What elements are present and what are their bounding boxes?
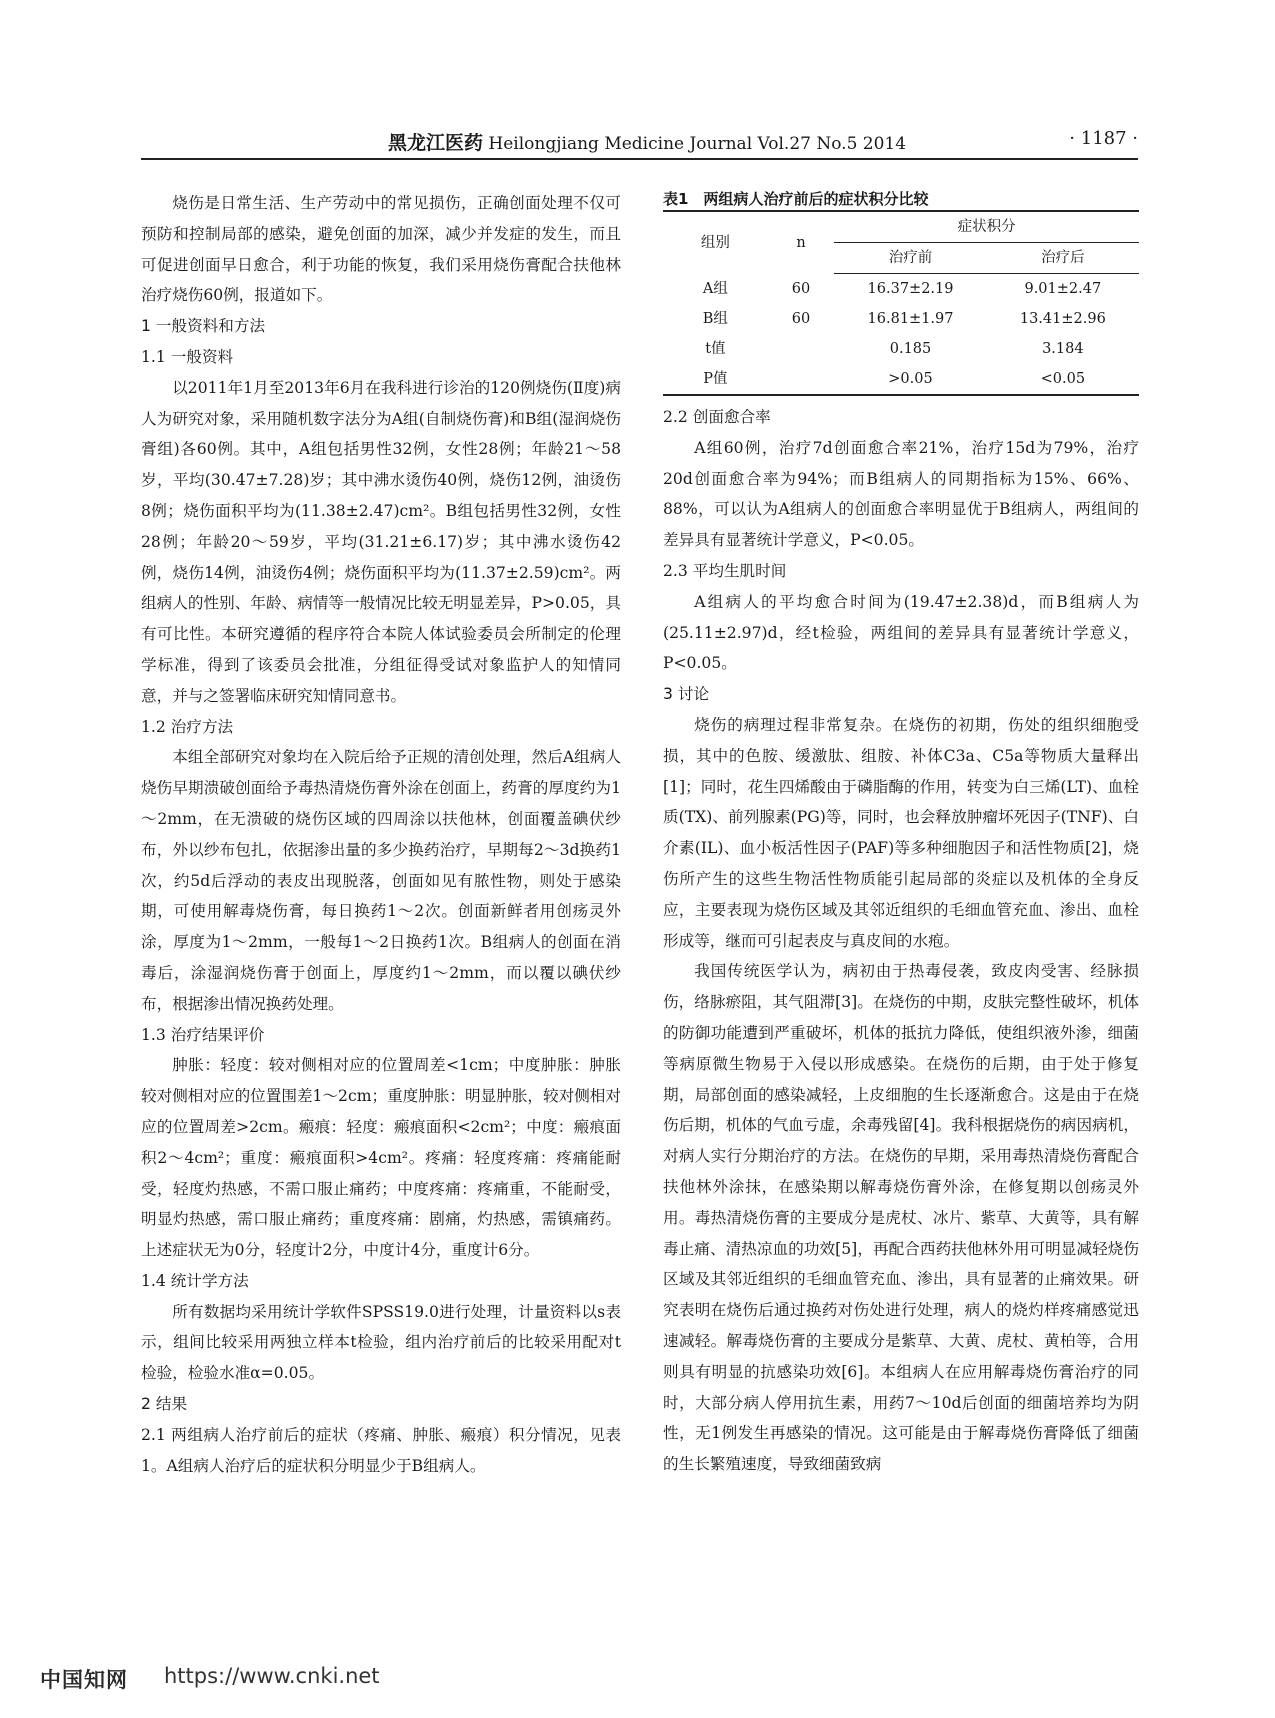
symptom-score-table — [663, 210, 1139, 396]
cnki-logo: 中国知网 — [40, 1668, 128, 1692]
table-row — [663, 364, 1139, 395]
journal-title-en: Heilongjiang Medicine Journal Vol.27 No.5 2014 — [488, 134, 907, 154]
table-cell-after: 3.184 — [1042, 341, 1084, 357]
table-cell-before: 0.185 — [889, 341, 932, 357]
treatment-paragraph: 本组全部研究对象均在入院后给予正规的清创处理，然后A组病人烧伤早期溃破创面给予毒热清烧伤膏外涂在创面上，药膏的厚度约为1～2mm，在无溃破的烧伤区域的四周涂以扶他林，创面覆盖碘伏纱布，外以纱布包扎，依据渗出量的多少换药治疗，早期每2～3d换药1次，约5d后浮动的表皮出现脱落，创面如见有脓性物，则处于感染期，可使用解毒烧伤膏，每日换药1～2次。创面新鲜者用创疡灵外涂，厚度为1～2mm，一般每1～2日换药1次。B组病人的创面在消毒后，涂湿润烧伤膏于创面上，厚度约1～2mm，而以覆以碘伏纱布，根据渗出情况换药处理。 — [141, 748, 621, 1013]
table-cell-n — [768, 364, 835, 395]
table-cell-group: P值 — [703, 371, 728, 387]
section-heading-1-4: 1.4 统计学方法 — [141, 1271, 249, 1290]
healing-time-paragraph: A组病人的平均愈合时间为(19.47±2.38)d，而B组病人为(25.11±2.97)d，经t检验，两组间的差异具有显著统计学意义，P<0.05。 — [663, 592, 1139, 673]
section-heading-1: 1 一般资料和方法 — [141, 317, 266, 336]
discussion-paragraph-2: 我国传统医学认为，病初由于热毒侵袭，致皮肉受害、经脉损伤，络脉瘀阻，其气阻滞[3]。在烧伤的中期，皮肤完整性破坏，机体的防御功能遭到严重破坏，机体的抵抗力降低，使组织液外渗，细菌等病原微生物易于入侵以形成感染。在烧伤的后期，由于处于修复期，局部创面的感染减轻，上皮细胞的生长逐渐愈合。这是由于在烧伤后期，机体的气血亏虚，余毒残留[4]。我科根据烧伤的病因病机，对病人实行分期治疗的方法。在烧伤的早期，采用毒热清烧伤膏配合扶他林外涂抹，在感染期以解毒烧伤膏外涂，在修复期以创疡灵外用。毒热清烧伤膏的主要成分是虎杖、冰片、紫草、大黄等，具有解毒止痛、清热凉血的功效[5]，再配合西药扶他林外用可明显减轻烧伤区域及其邻近组织的毛细血管充血、渗出，具有显著的止痛效果。研究表明在烧伤后通过换药对伤处进行处理，病人的烧灼样疼痛感觉迅速减轻。解毒烧伤膏的主要成分是紫草、大黄、虎杖、黄柏等，合用则具有明显的抗感染功效[6]。本组病人在应用解毒烧伤膏治疗的同时，大部分病人停用抗生素，用药7～10d后创面的细菌培养均为阴性，无1例发生再感染的情况。这可能是由于解毒烧伤膏降低了细菌的生长繁殖速度，导致细菌致病 — [663, 962, 1139, 1474]
discussion-paragraph-1: 烧伤的病理过程非常复杂。在烧伤的初期，伤处的组织细胞受损，其中的色胺、缓激肽、组胺、补体C3a、C5a等物质大量释出[1]；同时，花生四烯酸由于磷脂酶的作用，转变为白三烯(LT)、血栓质(TX)、前列腺素(PG)等，同时，也会释放肿瘤坏死因子(TNF)、白介素(IL)、血小板活性因子(PAF)等多种细胞因子和活性物质[2]，烧伤所产生的这些生物活性物质能引起局部的炎症以及机体的全身反应，主要表现为烧伤区域及其邻近组织的毛细血管充血、渗出、血栓形成等，继而可引起表皮与真皮间的水疱。 — [663, 715, 1139, 950]
table-title: 表1 两组病人治疗前后的症状积分比较 — [663, 190, 929, 208]
table-row — [663, 274, 1139, 305]
left-column — [141, 188, 621, 1481]
table-cell-group: B组 — [702, 311, 728, 327]
page-number: · 1187 · — [1069, 128, 1138, 149]
statistics-paragraph: 所有数据均采用统计学软件SPSS19.0进行处理，计量资料以s表示，组间比较采用两独立样本t检验，组内治疗前后的比较采用配对t检验，检验水准α=0.05。 — [141, 1302, 621, 1383]
table-header-after: 治疗后 — [987, 243, 1139, 274]
table-cell-group: A组 — [702, 280, 728, 297]
table-header-n: n — [796, 234, 806, 251]
journal-title — [388, 128, 906, 155]
table-cell-n: 60 — [791, 280, 811, 297]
intro-paragraph: 烧伤是日常生活、生产劳动中的常见损伤，正确创面处理不仅可预防和控制局部的感染，避免创面的加深，减少并发症的发生，而且可促进创面早日愈合，利于功能的恢复，我们采用烧伤膏配合扶他林治疗烧伤60例，报道如下。 — [141, 194, 621, 305]
section-heading-2: 2 结果 — [141, 1395, 188, 1414]
table-cell-before: >0.05 — [888, 371, 933, 387]
section-heading-2-2: 2.2 创面愈合率 — [663, 408, 771, 426]
section-heading-1-2: 1.2 治疗方法 — [141, 717, 234, 736]
section-heading-3: 3 讨论 — [663, 685, 710, 704]
table-cell-after: <0.05 — [1040, 371, 1086, 387]
table-cell-after: 9.01±2.47 — [1024, 281, 1102, 297]
evaluation-paragraph: 肿胀：轻度：较对侧相对应的位置周差<1cm；中度肿胀：肿胀较对侧相对应的位置围差1～2cm；重度肿胀：明显肿胀，较对侧相对应的位置周差>2cm。瘢痕：轻度：瘢痕面积<2cm²；中度：瘢痕面积2～4cm²；重度：瘢痕面积>4cm²。疼痛：轻度疼痛：疼痛能耐受，轻度灼热感，不需口服止痛药；中度疼痛：疼痛重，不能耐受，明显灼热感，需口服止痛药；重度疼痛：剧痛，灼热感，需镇痛药。上述症状无为0分，轻度计2分，中度计4分，重度计6分。 — [141, 1056, 621, 1260]
table-cell-group: t值 — [705, 341, 726, 357]
cnki-url[interactable]: https://www.cnki.net — [164, 1664, 380, 1688]
table-cell-n: 60 — [791, 311, 811, 327]
section-heading-2-3: 2.3 平均生肌时间 — [663, 561, 787, 580]
table-cell-n — [768, 334, 835, 364]
table-row — [663, 304, 1139, 334]
section-heading-1-1: 1.1 一般资料 — [141, 347, 234, 366]
table-header-score: 症状积分 — [834, 211, 1139, 243]
page-header — [141, 126, 1138, 160]
table-cell-before: 16.81±1.97 — [867, 311, 954, 327]
results-paragraph-2-1: 2.1 两组病人治疗前后的症状（疼痛、肿胀、瘢痕）积分情况，见表1。A组病人治疗后的症状积分明显少于B组病人。 — [141, 1425, 621, 1475]
journal-title-cn: 黑龙江医药 — [388, 132, 484, 154]
general-data-paragraph: 以2011年1月至2013年6月在我科进行诊治的120例烧伤(Ⅱ度)病人为研究对象，采用随机数字法分为A组(自制烧伤膏)和B组(湿润烧伤膏组)各60例。其中，A组包括男性32例，女性28例；年龄21～58岁，平均(30.47±7.28)岁；其中沸水烫伤40例，烧伤12例，油烫伤8例；烧伤面积平均为(11.38±2.47)cm²。B组包括男性32例，女性28例；年龄20～59岁，平均(31.21±6.17)岁；其中沸水烫伤42例，烧伤14例，油烫伤4例；烧伤面积平均为(11.37±2.59)cm²。两组病人的性别、年龄、病情等一般情况比较无明显差异，P>0.05，具有可比性。本研究遵循的程序符合本院人体试验委员会所制定的伦理学标准，得到了该委员会批准，分组征得受试对象监护人的知情同意，并与之签署临床研究知情同意书。 — [141, 378, 621, 705]
table-header-group: 组别 — [700, 234, 730, 251]
table-cell-after: 13.41±2.96 — [1019, 311, 1106, 327]
table-row — [663, 334, 1139, 364]
table-cell-before: 16.37±2.19 — [867, 281, 954, 297]
right-column — [663, 188, 1139, 1480]
table-header-before: 治疗前 — [834, 243, 986, 274]
healing-rate-paragraph: A组60例，治疗7d创面愈合率21%，治疗15d为79%，治疗20d创面愈合率为94%；而B组病人的同期指标为15%、66%、88%，可以认为A组病人的创面愈合率明显优于B组病人，两组间的差异具有显著统计学意义，P<0.05。 — [663, 438, 1139, 550]
section-heading-1-3: 1.3 治疗结果评价 — [141, 1025, 265, 1044]
